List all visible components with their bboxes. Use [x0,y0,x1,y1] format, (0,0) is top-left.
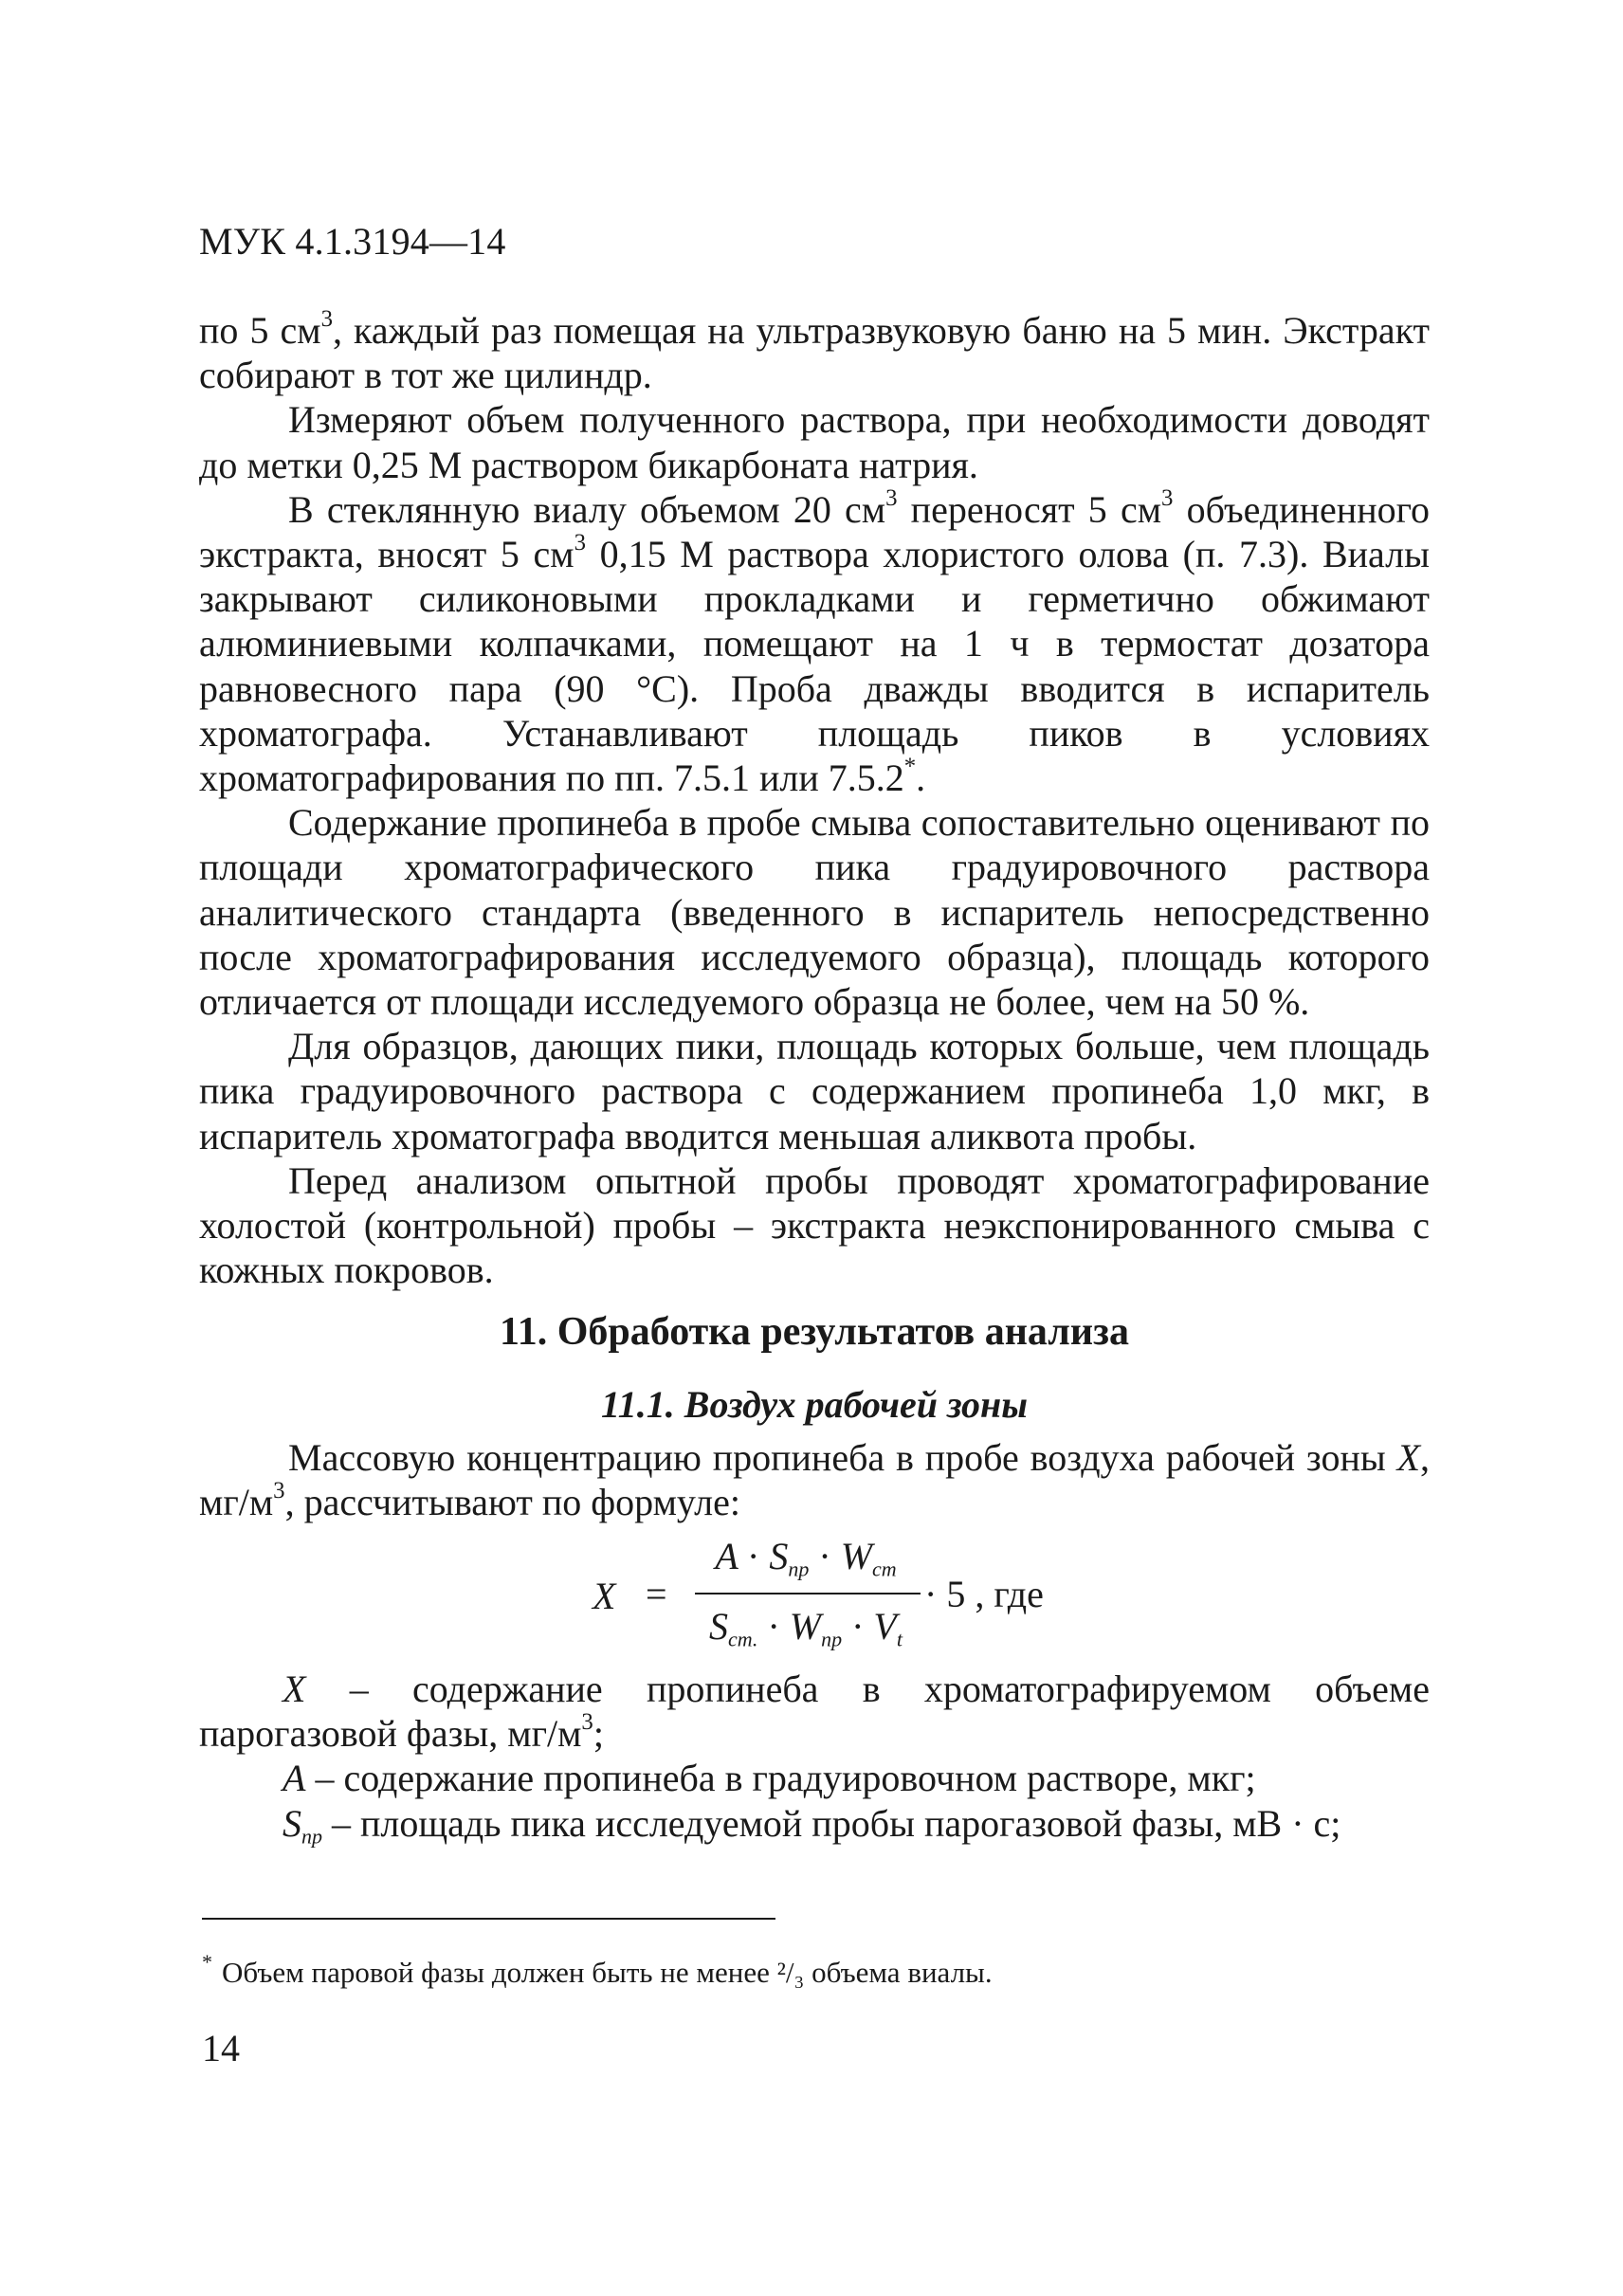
footnote [202,1943,993,1992]
document-code-header: МУК 4.1.3194—14 [199,220,506,263]
definition-s-pr [199,1801,1430,1849]
paragraph-1 [199,308,1430,397]
superscript: 3 [320,306,333,333]
dot: · [767,1605,780,1648]
symbol: A [715,1535,739,1577]
subscript: ст [872,1557,897,1581]
intro-unit: , мг/м [199,1436,1431,1524]
definition-x [199,1667,1430,1756]
paragraph-3-text-b: переносят 5 см [897,487,1162,531]
concentration-formula [593,1534,1123,1657]
superscript: 3 [1161,484,1174,511]
subscript: пр [788,1557,810,1581]
paragraph-3-text: В стеклянную виалу объемом 20 см [288,487,886,531]
variable: A [283,1757,306,1800]
definition-text: – содержание пропинеба в градуировочном растворе, мкг; [305,1757,1256,1800]
paragraph-6: Перед анализом опытной пробы проводят хроматографирование холостой (контрольной) пробы – экстракта неэкспонированного смыва с кожных покровов. [199,1158,1430,1292]
variable: X [283,1667,306,1710]
section-title: 11. Обработка результатов анализа [500,1310,1129,1354]
footnote-text-end: объема виалы. [804,1956,993,1989]
footnote-reference[interactable]: * [903,754,917,780]
body-text [199,308,1430,1292]
page-number: 14 [202,2027,240,2069]
formula-denominator [692,1604,920,1649]
paragraph-2: Измеряют объем полученного раствора, при необходимости доводят до метки 0,25 М раствором бикарбоната натрия. [199,398,1430,486]
subscript: ст. [728,1627,758,1651]
superscript: 3 [273,1478,285,1504]
footnote-text: Объем паровой фазы должен быть не менее [222,1956,777,1989]
subscript: пр [301,1824,322,1849]
subscript: пр [821,1627,843,1651]
definition-text: – площадь пика исследуемой пробы парогазовой фазы, мВ · с; [322,1801,1341,1845]
formula-tail: · 5 , где [924,1573,1044,1615]
fraction: ²/₃ [776,1956,805,1989]
symbol: V [873,1605,897,1648]
variable: X [1396,1436,1421,1479]
definition-text: – содержание пропинеба в хроматографируемом объеме парогазовой фазы, мг/м [199,1667,1430,1756]
paragraph-4: Содержание пропинеба в пробе смыва сопоставительно оценивают по площади хроматографического пика градуировочного раствора аналитического стандарта (введенного в испаритель непосредственно после хроматографирования исследуемого образца), площадь которого отличается от площади исследуемого образца не более, чем на 50 %. [199,801,1430,1024]
superscript: 3 [581,1709,593,1736]
formula-equals: = [646,1573,667,1615]
paragraph-3-text-c: объединенного экстракта, вносят 5 см [199,487,1431,576]
symbol: S [709,1605,729,1648]
footnote-mark: * [202,1950,212,1974]
definition-end: ; [593,1712,604,1756]
subsection-title: 11.1. Воздух рабочей зоны [601,1383,1028,1426]
fraction-bar [695,1593,921,1594]
superscript: 3 [885,484,898,511]
dot: · [818,1535,831,1577]
definition-a [199,1756,1430,1800]
paragraph-1-text-cont: , каждый раз помещая на ультразвуковую баню на 5 мин. Экстракт собирают в тот же цилиндр. [199,309,1430,397]
paragraph-5: Для образцов, дающих пики, площадь которых больше, чем площадь пика градуировочного раствора с содержанием пропинеба 1,0 мкг, в испаритель хроматографа вводится меньшая аликвота пробы. [199,1025,1430,1157]
paragraph-3-text-d: 0,15 М раствора хлористого олова (п. 7.3). Виалы закрывают силиконовыми прокладками и герметично обжимают алюминиевыми колпачками, помещают на 1 ч в термостат дозатора равновесного пара (90 °С). Проба дважды вводится в испаритель хроматографа. Устанавливают площадь пиков в условиях хроматографирования по пп. 7.5.1 или 7.5.2 [199,533,1431,800]
intro-text-end: , рассчитывают по формуле: [284,1481,740,1524]
variable: S [283,1801,301,1845]
dot: · [851,1605,865,1648]
symbol: S [769,1535,789,1577]
paragraph-3 [199,484,1431,800]
formula-intro [199,1435,1430,1524]
superscript: 3 [574,530,586,556]
subscript: t [896,1627,903,1651]
footnote-divider [202,1918,775,1920]
symbol: W [840,1535,873,1577]
formula-numerator [692,1534,920,1581]
paragraph-3-text-e: . [916,756,926,800]
intro-text: Массовую концентрацию пропинеба в пробе воздуха рабочей зоны [288,1436,1386,1479]
paragraph-1-text: по 5 см [199,309,321,352]
dot: · [747,1535,760,1577]
formula-lhs: X [593,1575,616,1617]
formula-intro-paragraph [199,1435,1430,1524]
symbol: W [789,1605,822,1648]
variable-definitions [199,1667,1430,1849]
